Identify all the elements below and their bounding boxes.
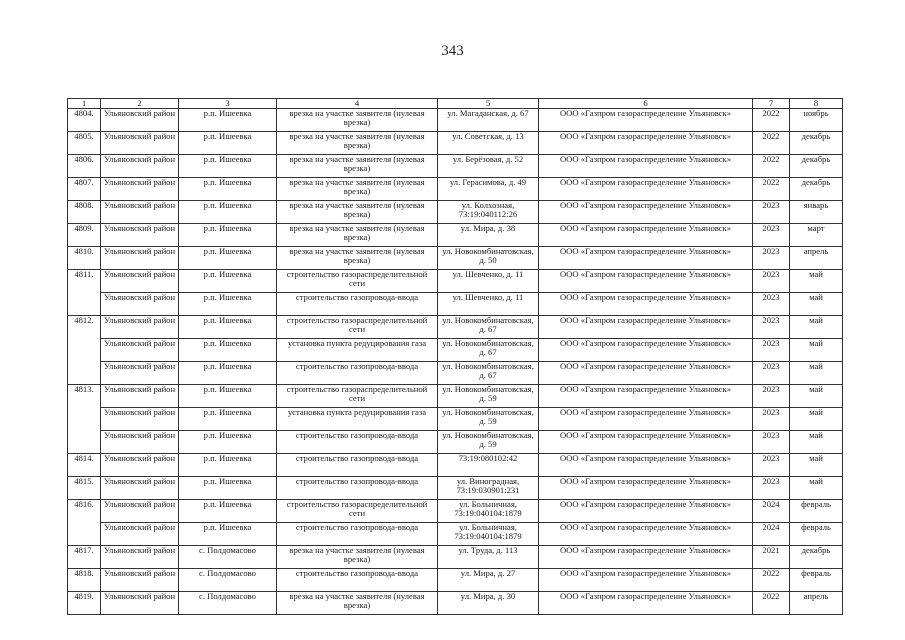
organization-cell: ООО «Газпром газораспределение Ульяновск» [539, 477, 753, 500]
table-row [68, 431, 843, 454]
work-type-cell: строительство газопровода-ввода [277, 477, 438, 500]
month-cell: май [790, 316, 843, 339]
year-cell: 2022 [753, 109, 790, 132]
organization-cell: ООО «Газпром газораспределение Ульяновск» [539, 293, 753, 316]
row-number: 4807. [68, 178, 101, 201]
column-header: 1 [68, 99, 101, 109]
locality-cell: р.п. Ишеевка [179, 477, 277, 500]
organization-cell: ООО «Газпром газораспределение Ульяновск» [539, 385, 753, 408]
year-cell: 2022 [753, 178, 790, 201]
district-cell: Ульяновский район [101, 178, 179, 201]
month-cell: февраль [790, 569, 843, 592]
table-row [68, 546, 843, 569]
organization-cell: ООО «Газпром газораспределение Ульяновск» [539, 339, 753, 362]
work-type-cell: строительство газопровода-ввода [277, 293, 438, 316]
column-header: 6 [539, 99, 753, 109]
year-cell: 2021 [753, 546, 790, 569]
month-cell: апрель [790, 247, 843, 270]
month-cell: март [790, 224, 843, 247]
gasification-table [67, 98, 843, 615]
address-cell: ул. Новокомбинатовская, д. 59 [438, 431, 539, 454]
table-row [68, 316, 843, 339]
work-type-cell: строительство газораспределительной сети [277, 270, 438, 293]
district-cell: Ульяновский район [101, 339, 179, 362]
locality-cell: р.п. Ишеевка [179, 155, 277, 178]
address-cell: ул. Мира, д. 30 [438, 592, 539, 615]
district-cell: Ульяновский район [101, 247, 179, 270]
organization-cell: ООО «Газпром газораспределение Ульяновск» [539, 247, 753, 270]
organization-cell: ООО «Газпром газораспределение Ульяновск» [539, 500, 753, 523]
locality-cell: р.п. Ишеевка [179, 224, 277, 247]
work-type-cell: строительство газопровода-ввода [277, 454, 438, 477]
address-cell: ул. Труда, д. 113 [438, 546, 539, 569]
district-cell: Ульяновский район [101, 408, 179, 431]
year-cell: 2023 [753, 477, 790, 500]
organization-cell: ООО «Газпром газораспределение Ульяновск» [539, 362, 753, 385]
locality-cell: р.п. Ишеевка [179, 523, 277, 546]
work-type-cell: врезка на участке заявителя (нулевая врезка) [277, 247, 438, 270]
row-number: 4808. [68, 201, 101, 224]
month-cell: апрель [790, 592, 843, 615]
district-cell: Ульяновский район [101, 270, 179, 293]
row-number: 4817. [68, 546, 101, 569]
locality-cell: р.п. Ишеевка [179, 385, 277, 408]
year-cell: 2022 [753, 592, 790, 615]
district-cell: Ульяновский район [101, 155, 179, 178]
year-cell: 2022 [753, 569, 790, 592]
address-cell: 73:19:080102:42 [438, 454, 539, 477]
organization-cell: ООО «Газпром газораспределение Ульяновск» [539, 454, 753, 477]
district-cell: Ульяновский район [101, 362, 179, 385]
district-cell: Ульяновский район [101, 523, 179, 546]
row-number: 4810. [68, 247, 101, 270]
organization-cell: ООО «Газпром газораспределение Ульяновск» [539, 132, 753, 155]
work-type-cell: врезка на участке заявителя (нулевая врезка) [277, 224, 438, 247]
row-number: 4806. [68, 155, 101, 178]
table-row [68, 293, 843, 316]
year-cell: 2024 [753, 500, 790, 523]
month-cell: май [790, 477, 843, 500]
district-cell: Ульяновский район [101, 201, 179, 224]
address-cell: ул. Берёзовая, д. 52 [438, 155, 539, 178]
work-type-cell: врезка на участке заявителя (нулевая врезка) [277, 155, 438, 178]
district-cell: Ульяновский район [101, 454, 179, 477]
table-row [68, 385, 843, 408]
work-type-cell: врезка на участке заявителя (нулевая врезка) [277, 178, 438, 201]
month-cell: май [790, 454, 843, 477]
organization-cell: ООО «Газпром газораспределение Ульяновск» [539, 224, 753, 247]
column-number-row [68, 99, 843, 109]
row-number: 4815. [68, 477, 101, 500]
organization-cell: ООО «Газпром газораспределение Ульяновск» [539, 178, 753, 201]
address-cell: ул. Новокомбинатовская, д. 59 [438, 385, 539, 408]
year-cell: 2023 [753, 224, 790, 247]
year-cell: 2023 [753, 339, 790, 362]
district-cell: Ульяновский район [101, 109, 179, 132]
month-cell: февраль [790, 523, 843, 546]
work-type-cell: врезка на участке заявителя (нулевая врезка) [277, 592, 438, 615]
locality-cell: р.п. Ишеевка [179, 109, 277, 132]
locality-cell: р.п. Ишеевка [179, 316, 277, 339]
address-cell: ул. Магаданская, д. 67 [438, 109, 539, 132]
row-number: 4812. [68, 316, 101, 385]
month-cell: май [790, 293, 843, 316]
organization-cell: ООО «Газпром газораспределение Ульяновск» [539, 523, 753, 546]
table-row [68, 132, 843, 155]
row-number: 4819. [68, 592, 101, 615]
organization-cell: ООО «Газпром газораспределение Ульяновск» [539, 431, 753, 454]
month-cell: май [790, 408, 843, 431]
year-cell: 2023 [753, 408, 790, 431]
address-cell: ул. Больничная, 73:19:040104:1879 [438, 500, 539, 523]
table-row [68, 569, 843, 592]
locality-cell: с. Полдомасово [179, 569, 277, 592]
organization-cell: ООО «Газпром газораспределение Ульяновск» [539, 109, 753, 132]
year-cell: 2023 [753, 247, 790, 270]
year-cell: 2023 [753, 362, 790, 385]
locality-cell: р.п. Ишеевка [179, 132, 277, 155]
table-row [68, 224, 843, 247]
district-cell: Ульяновский район [101, 500, 179, 523]
table-row [68, 523, 843, 546]
organization-cell: ООО «Газпром газораспределение Ульяновск» [539, 546, 753, 569]
locality-cell: р.п. Ишеевка [179, 247, 277, 270]
locality-cell: с. Полдомасово [179, 546, 277, 569]
column-header: 2 [101, 99, 179, 109]
table-row [68, 270, 843, 293]
organization-cell: ООО «Газпром газораспределение Ульяновск» [539, 270, 753, 293]
organization-cell: ООО «Газпром газораспределение Ульяновск» [539, 408, 753, 431]
address-cell: ул. Новокомбинатовская, д. 67 [438, 316, 539, 339]
address-cell: ул. Советская, д. 13 [438, 132, 539, 155]
table-row [68, 109, 843, 132]
organization-cell: ООО «Газпром газораспределение Ульяновск» [539, 316, 753, 339]
address-cell: ул. Новокомбинатовская, д. 50 [438, 247, 539, 270]
month-cell: декабрь [790, 132, 843, 155]
row-number: 4814. [68, 454, 101, 477]
table-row [68, 247, 843, 270]
address-cell: ул. Виноградная, 73:19:030901:231 [438, 477, 539, 500]
locality-cell: с. Полдомасово [179, 592, 277, 615]
year-cell: 2023 [753, 385, 790, 408]
locality-cell: р.п. Ишеевка [179, 178, 277, 201]
year-cell: 2022 [753, 132, 790, 155]
district-cell: Ульяновский район [101, 132, 179, 155]
column-header: 7 [753, 99, 790, 109]
address-cell: ул. Мира, д. 38 [438, 224, 539, 247]
work-type-cell: строительство газораспределительной сети [277, 385, 438, 408]
page-number: 343 [441, 43, 464, 59]
row-number: 4818. [68, 569, 101, 592]
table-row [68, 178, 843, 201]
table-row [68, 592, 843, 615]
organization-cell: ООО «Газпром газораспределение Ульяновск» [539, 201, 753, 224]
district-cell: Ульяновский район [101, 224, 179, 247]
row-number: 4809. [68, 224, 101, 247]
year-cell: 2023 [753, 293, 790, 316]
district-cell: Ульяновский район [101, 592, 179, 615]
year-cell: 2023 [753, 431, 790, 454]
address-cell: ул. Новокомбинатовская, д. 67 [438, 339, 539, 362]
work-type-cell: строительство газопровода-ввода [277, 362, 438, 385]
year-cell: 2024 [753, 523, 790, 546]
table-body [68, 109, 843, 615]
table-row [68, 155, 843, 178]
address-cell: ул. Больничная, 73:19:040104:1879 [438, 523, 539, 546]
district-cell: Ульяновский район [101, 316, 179, 339]
row-number: 4805. [68, 132, 101, 155]
address-cell: ул. Шевченко, д. 11 [438, 293, 539, 316]
locality-cell: р.п. Ишеевка [179, 454, 277, 477]
year-cell: 2022 [753, 155, 790, 178]
row-number: 4816. [68, 500, 101, 546]
month-cell: май [790, 362, 843, 385]
month-cell: май [790, 270, 843, 293]
address-cell: ул. Герасимова, д. 49 [438, 178, 539, 201]
table-row [68, 362, 843, 385]
district-cell: Ульяновский район [101, 431, 179, 454]
year-cell: 2023 [753, 454, 790, 477]
work-type-cell: врезка на участке заявителя (нулевая врезка) [277, 132, 438, 155]
year-cell: 2023 [753, 201, 790, 224]
locality-cell: р.п. Ишеевка [179, 339, 277, 362]
locality-cell: р.п. Ишеевка [179, 362, 277, 385]
address-cell: ул. Новокомбинатовская, д. 59 [438, 408, 539, 431]
row-number: 4804. [68, 109, 101, 132]
organization-cell: ООО «Газпром газораспределение Ульяновск» [539, 155, 753, 178]
address-cell: ул. Новокомбинатовская, д. 67 [438, 362, 539, 385]
work-type-cell: врезка на участке заявителя (нулевая врезка) [277, 201, 438, 224]
district-cell: Ульяновский район [101, 385, 179, 408]
month-cell: январь [790, 201, 843, 224]
column-header: 5 [438, 99, 539, 109]
row-number: 4811. [68, 270, 101, 316]
month-cell: май [790, 431, 843, 454]
address-cell: ул. Шевченко, д. 11 [438, 270, 539, 293]
work-type-cell: установка пункта редуцирования газа [277, 339, 438, 362]
column-header: 4 [277, 99, 438, 109]
work-type-cell: строительство газопровода-ввода [277, 569, 438, 592]
table-row [68, 339, 843, 362]
district-cell: Ульяновский район [101, 569, 179, 592]
table-row [68, 477, 843, 500]
organization-cell: ООО «Газпром газораспределение Ульяновск» [539, 592, 753, 615]
year-cell: 2023 [753, 316, 790, 339]
month-cell: май [790, 385, 843, 408]
district-cell: Ульяновский район [101, 293, 179, 316]
table-row [68, 500, 843, 523]
table-row [68, 454, 843, 477]
year-cell: 2023 [753, 270, 790, 293]
district-cell: Ульяновский район [101, 477, 179, 500]
month-cell: декабрь [790, 155, 843, 178]
month-cell: декабрь [790, 546, 843, 569]
locality-cell: р.п. Ишеевка [179, 293, 277, 316]
column-header: 8 [790, 99, 843, 109]
address-cell: ул. Мира, д. 27 [438, 569, 539, 592]
locality-cell: р.п. Ишеевка [179, 270, 277, 293]
district-cell: Ульяновский район [101, 546, 179, 569]
work-type-cell: строительство газораспределительной сети [277, 500, 438, 523]
month-cell: ноябрь [790, 109, 843, 132]
work-type-cell: установка пункта редуцирования газа [277, 408, 438, 431]
locality-cell: р.п. Ишеевка [179, 431, 277, 454]
organization-cell: ООО «Газпром газораспределение Ульяновск» [539, 569, 753, 592]
work-type-cell: строительство газораспределительной сети [277, 316, 438, 339]
month-cell: май [790, 339, 843, 362]
table-row [68, 201, 843, 224]
address-cell: ул. Колхозная, 73:19:040112:26 [438, 201, 539, 224]
locality-cell: р.п. Ишеевка [179, 500, 277, 523]
work-type-cell: врезка на участке заявителя (нулевая врезка) [277, 546, 438, 569]
locality-cell: р.п. Ишеевка [179, 408, 277, 431]
table-row [68, 408, 843, 431]
work-type-cell: строительство газопровода-ввода [277, 431, 438, 454]
month-cell: декабрь [790, 178, 843, 201]
row-number: 4813. [68, 385, 101, 454]
work-type-cell: строительство газопровода-ввода [277, 523, 438, 546]
work-type-cell: врезка на участке заявителя (нулевая врезка) [277, 109, 438, 132]
locality-cell: р.п. Ишеевка [179, 201, 277, 224]
column-header: 3 [179, 99, 277, 109]
month-cell: февраль [790, 500, 843, 523]
